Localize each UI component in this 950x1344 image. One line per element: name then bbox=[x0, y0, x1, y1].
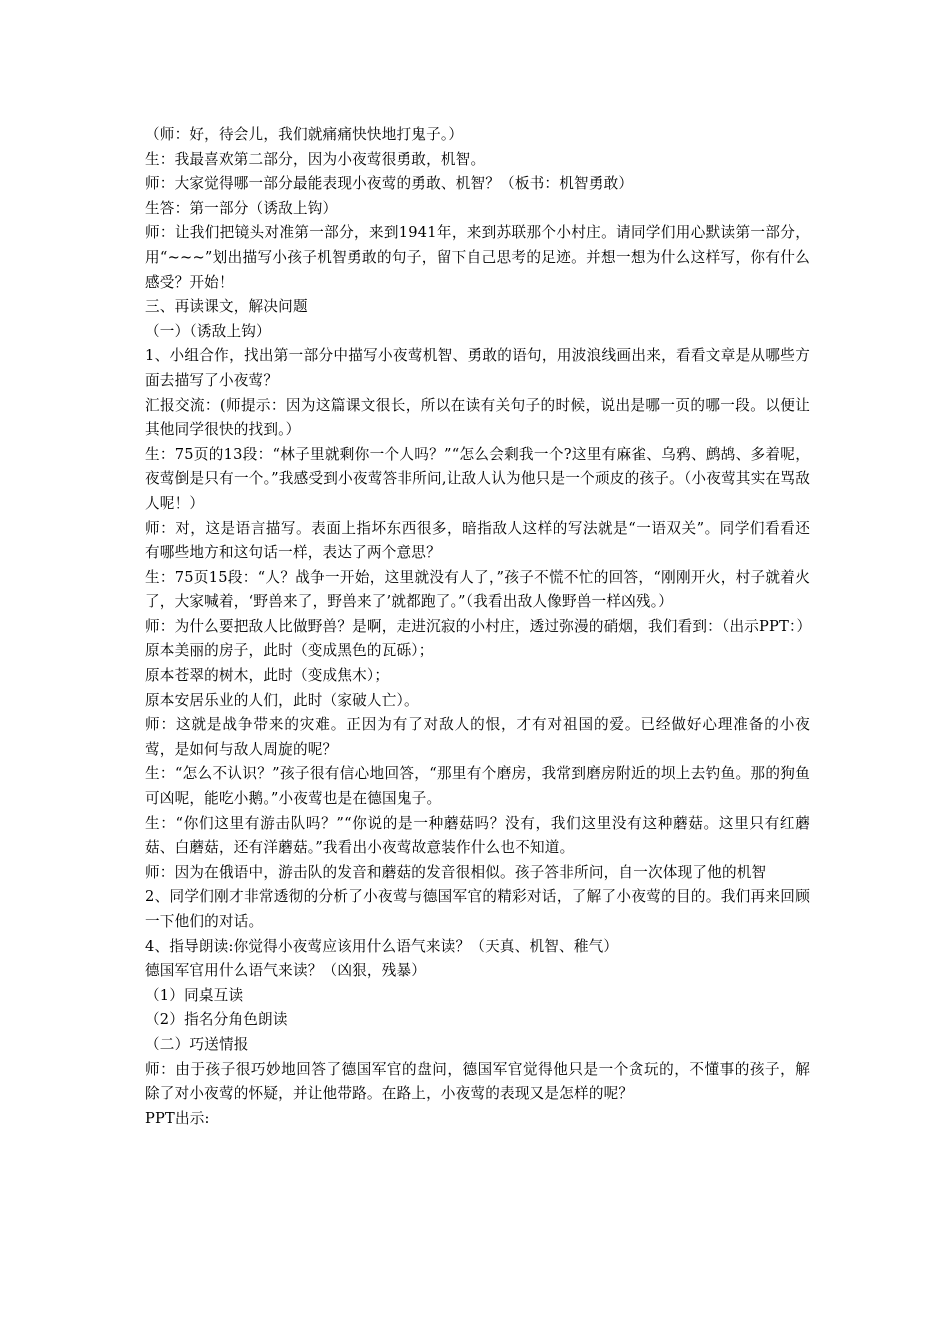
paragraph: 生：“你们这里有游击队吗？”“你说的是一种蘑菇吗？没有，我们这里没有这种蘑菇。这里只有红蘑菇、白蘑菇，还有洋蘑菇。”我看出小夜莺故意装作什么也不知道。 bbox=[145, 814, 810, 857]
paragraph: 原本美丽的房子，此时（变成黑色的瓦砾）； bbox=[145, 642, 434, 660]
paragraph: 生：“怎么不认识？”孩子很有信心地回答，“那里有个磨房，我常到磨房附近的坝上去钓鱼。那的狗鱼可凶呢，能吃小鹅。”小夜莺也是在德国鬼子。 bbox=[145, 765, 810, 808]
paragraph: 1、小组合作，找出第一部分中描写小夜莺机智、勇敢的语句，用波浪线画出来，看看文章是从哪些方面去描写了小夜莺？ bbox=[145, 347, 810, 389]
subsection-heading: （一）（诱敌上钩） bbox=[145, 322, 271, 340]
paragraph: 师：对，这是语言描写。表面上指坏东西很多，暗指敌人这样的写法就是“一语双关”。同学们看看还有哪些地方和这句话一样，表达了两个意思？ bbox=[145, 519, 810, 562]
paragraph: 师：大家觉得哪一部分最能表现小夜莺的勇敢、机智？（板书：机智勇敢） bbox=[145, 175, 634, 193]
paragraph: 4、指导朗读:你觉得小夜莺应该用什么语气来读？（天真、机智、稚气） bbox=[145, 937, 619, 955]
document-body bbox=[145, 123, 810, 1131]
paragraph: 师：这就是战争带来的灾难。正因为有了对敌人的恨，才有对祖国的爱。已经做好心理准备的小夜莺，是如何与敌人周旋的呢？ bbox=[145, 716, 810, 758]
section-heading: 三、再读课文，解决问题 bbox=[145, 298, 308, 316]
paragraph: （1）同桌互读 bbox=[145, 986, 244, 1004]
paragraph: PPT出示: bbox=[145, 1109, 210, 1127]
paragraph: 2、同学们刚才非常透彻的分析了小夜莺与德国军官的精彩对话，了解了小夜莺的目的。我们再来回顾一下他们的对话。 bbox=[145, 888, 810, 930]
paragraph: 师：由于孩子很巧妙地回答了德国军官的盘问，德国军官觉得他只是一个贪玩的，不懂事的孩子，解除了对小夜莺的怀疑，并让他带路。在路上，小夜莺的表现又是怎样的呢？ bbox=[145, 1060, 810, 1103]
subsection-heading: （二）巧送情报 bbox=[145, 1035, 249, 1053]
paragraph: 师：让我们把镜头对准第一部分，来到1941年，来到苏联那个小村庄。请同学们用心默读第一部分，用“~~~”划出描写小孩子机智勇敢的句子，留下自己思考的足迹。并想一想为什么这样写，你有什么感受？开始！ bbox=[145, 224, 810, 291]
paragraph: 师：因为在俄语中，游击队的发音和蘑菇的发音很相似。孩子答非所问，自一次体现了他的机智 bbox=[145, 863, 767, 881]
paragraph: 生：75页的13段：“林子里就剩你一个人吗？”“怎么会剩我一个?这里有麻雀、乌鸦、鹧鸪、多着呢，夜莺倒是只有一个。”我感受到小夜莺答非所问,让敌人认为他只是一个顽皮的孩子。（小夜莺其实在骂敌人呢！） bbox=[145, 445, 810, 512]
paragraph: （2）指名分角色朗读 bbox=[145, 1011, 288, 1029]
paragraph: 汇报交流：(师提示：因为这篇课文很长，所以在读有关句子的时候，说出是哪一页的哪一段。以便让其他同学很快的找到。） bbox=[145, 396, 810, 439]
paragraph: 师：为什么要把敌人比做野兽？是啊，走进沉寂的小村庄，透过弥漫的硝烟，我们看到：（出示PPT：） bbox=[145, 617, 812, 635]
paragraph: 原本安居乐业的人们，此时（家破人亡）。 bbox=[145, 691, 419, 709]
paragraph: 生答：第一部分（诱敌上钩） bbox=[145, 199, 338, 217]
paragraph: 生：75页15段：“人？战争一开始，这里就没有人了，”孩子不慌不忙的回答，“刚刚开火，村子就着火了，大家喊着，‘野兽来了，野兽来了’就都跑了。”（我看出敌人像野兽一样凶残。） bbox=[145, 568, 810, 611]
paragraph: 原本苍翠的树木，此时（变成焦木）； bbox=[145, 667, 390, 685]
paragraph: 生：我最喜欢第二部分，因为小夜莺很勇敢，机智。 bbox=[145, 150, 486, 168]
paragraph: （师：好，待会儿，我们就痛痛快快地打鬼子。） bbox=[145, 126, 464, 143]
paragraph: 德国军官用什么语气来读？（凶狠，残暴） bbox=[145, 962, 427, 980]
